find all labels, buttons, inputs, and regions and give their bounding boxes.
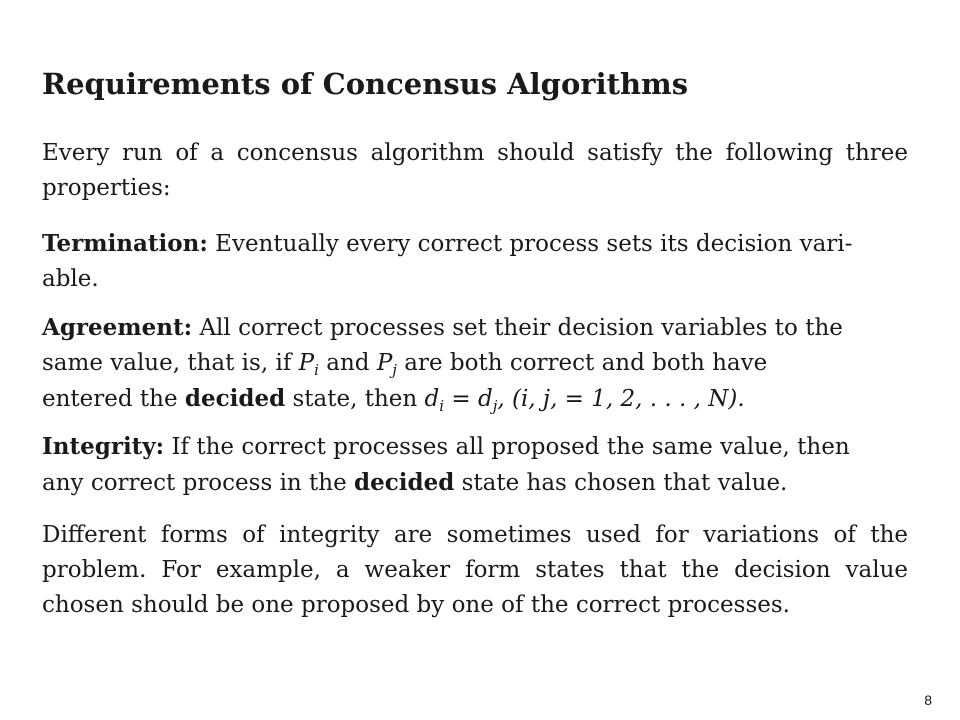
property-termination (42, 226, 908, 297)
bold-term: decided (354, 469, 455, 496)
property-text: If the correct processes all proposed the same value, then (171, 434, 850, 460)
intro-paragraph: Every run of a concensus algorithm should satisfy the following three properties: (42, 140, 908, 201)
property-text: are both correct and both have (396, 350, 768, 376)
property-text: any correct process in the (42, 470, 355, 496)
math-expression: $d_i = d_j$, (i, j, = 1, 2, . . . , N). (424, 386, 745, 415)
bold-term: decided (184, 385, 286, 412)
property-text: state, then (285, 386, 425, 412)
property-text: and (318, 350, 377, 376)
property-text: Eventually every correct process sets its decision vari- (215, 231, 853, 257)
property-text: All correct processes set their decision variables to the (199, 315, 843, 341)
property-agreement (42, 310, 908, 417)
math-symbol: $P_j$ (376, 350, 397, 379)
property-integrity (42, 429, 908, 501)
property-text: state has chosen that value. (454, 470, 788, 496)
slide (42, 0, 910, 720)
property-term: Termination: (42, 230, 208, 257)
slide-title: Requirements of Concensus Algorithms (42, 67, 689, 101)
property-text: same value, that is, if (42, 350, 299, 376)
property-text: entered the (42, 386, 185, 412)
property-term: Integrity: (42, 433, 165, 460)
property-term: Agreement: (42, 314, 193, 341)
outro-paragraph: Different forms of integrity are sometimes used for variations of the problem. For example, a weaker form states that the decision value chosen should be one proposed by one of the correct processes. (42, 522, 908, 618)
math-symbol: $P_i$ (298, 350, 319, 379)
page-number: 8 (924, 692, 932, 708)
property-text: able. (42, 266, 99, 292)
